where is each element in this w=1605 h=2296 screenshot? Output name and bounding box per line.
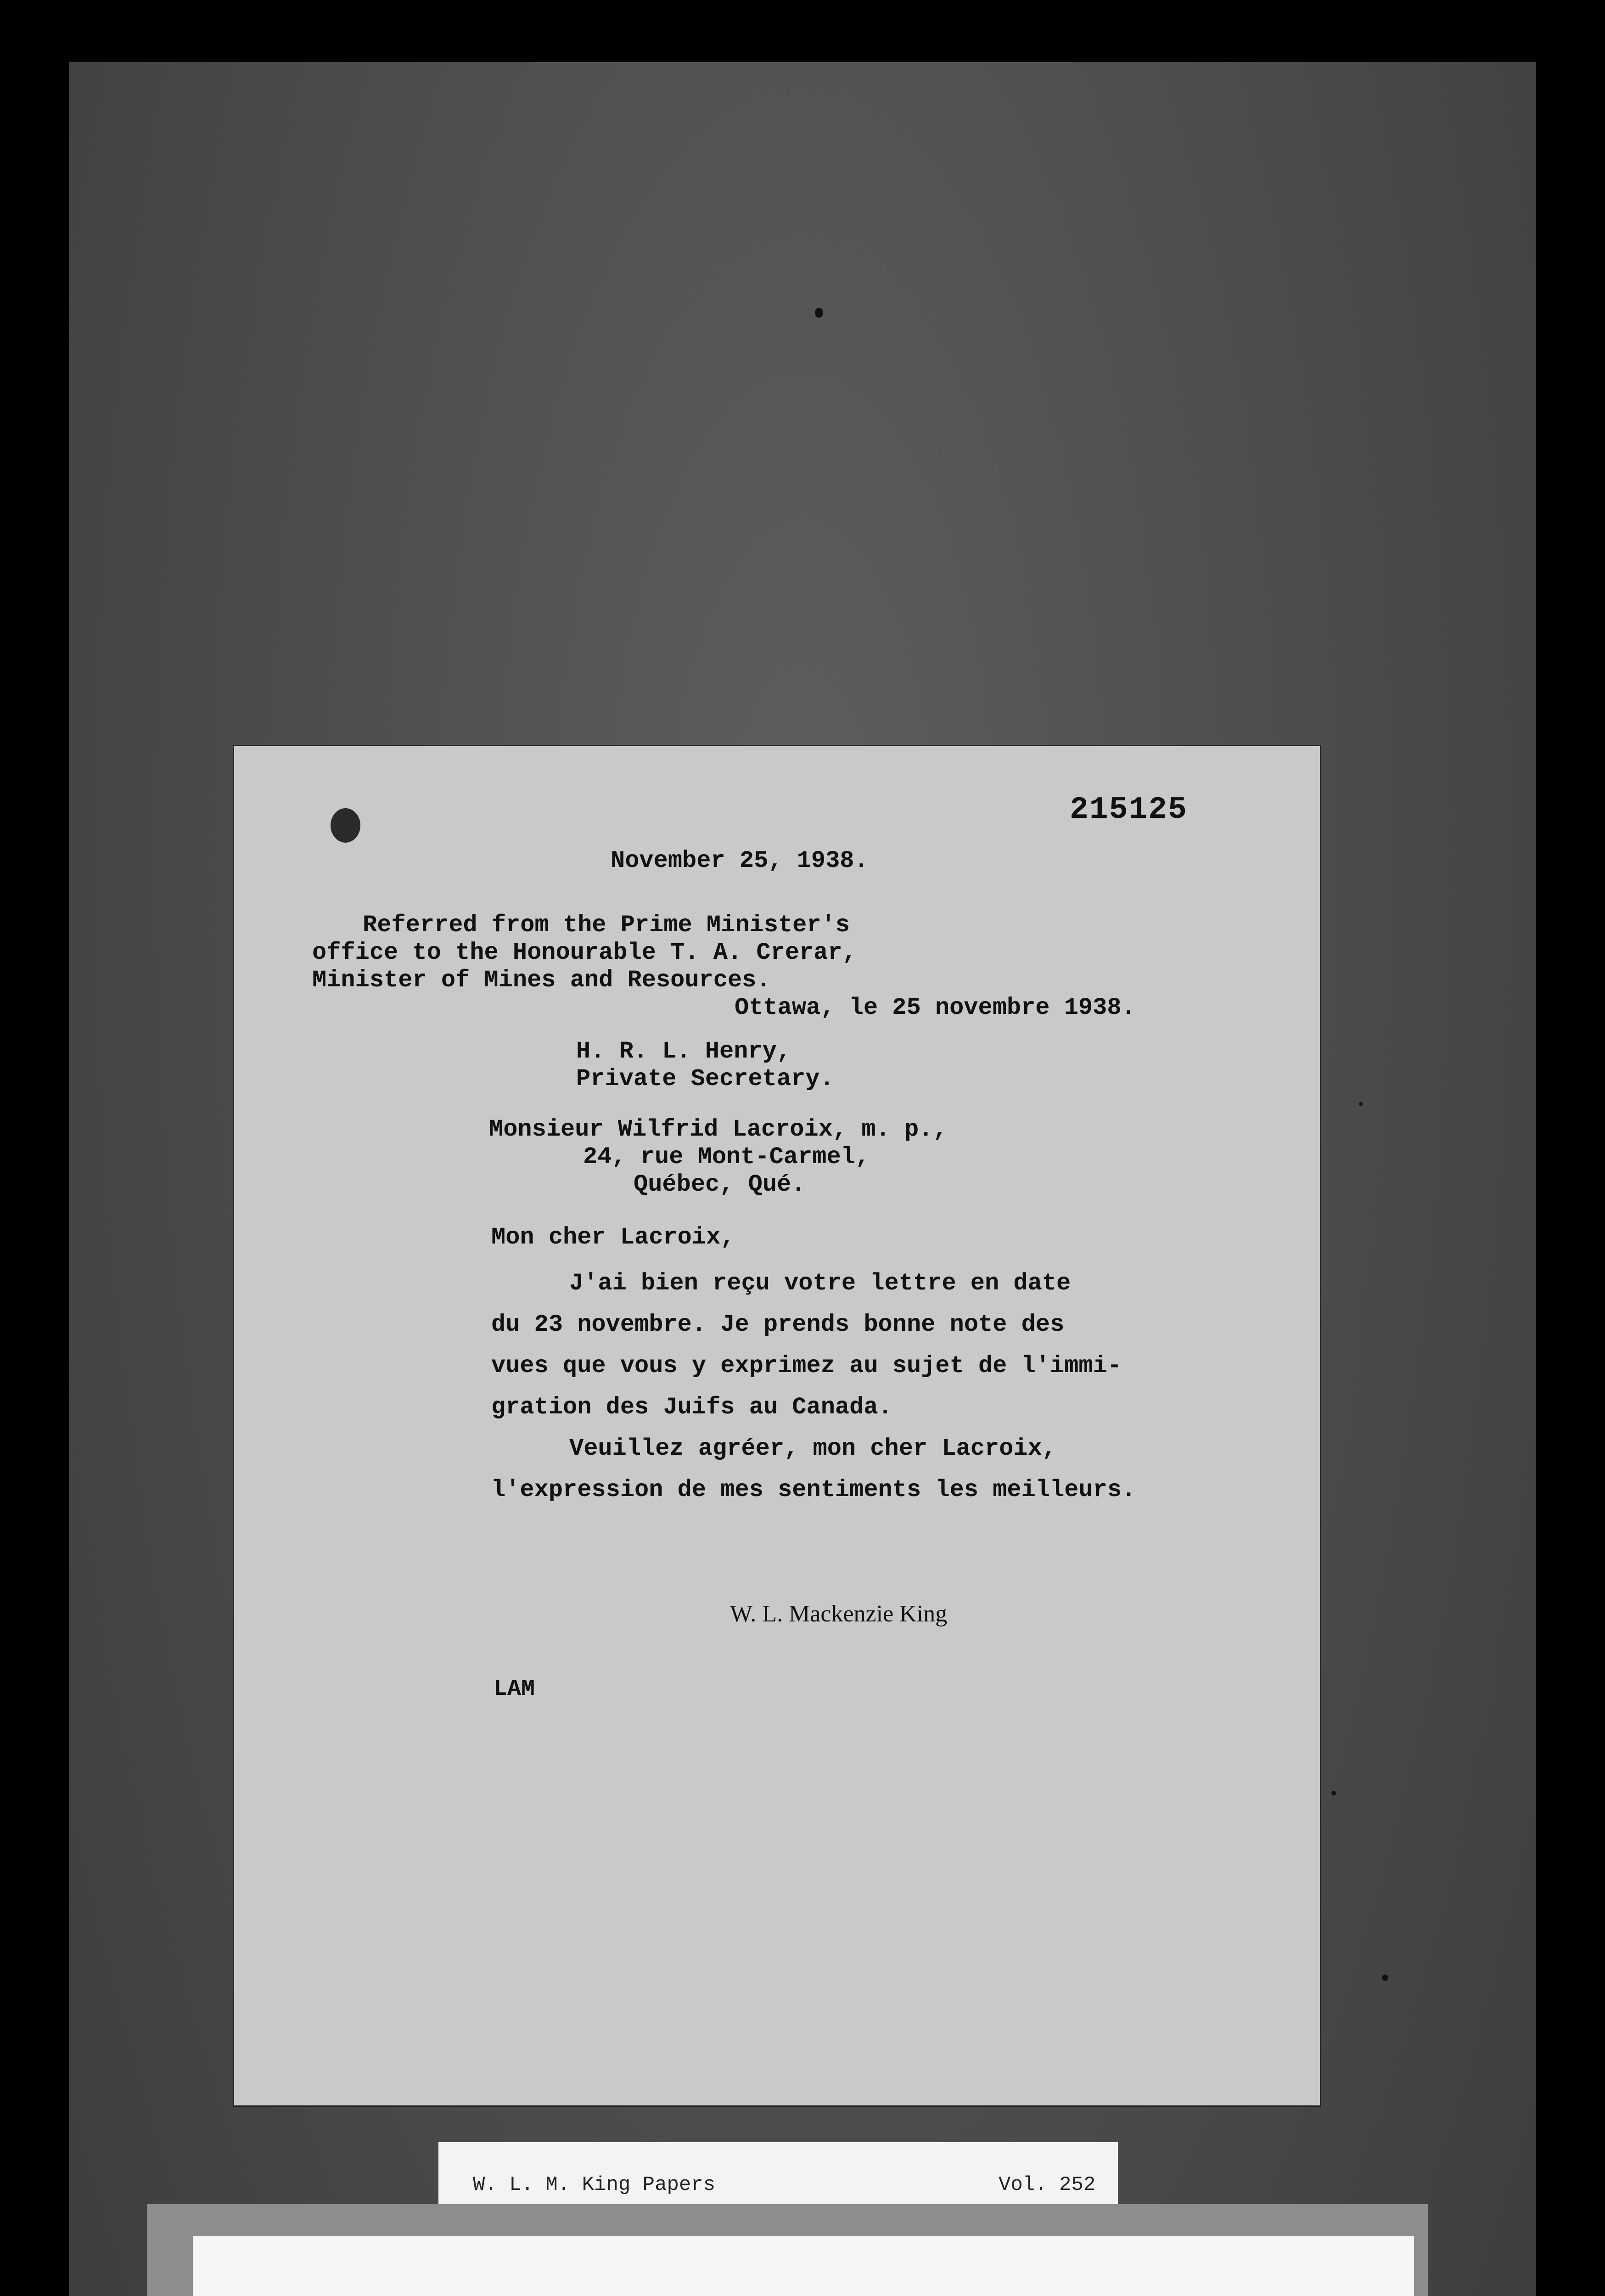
date-line: November 25, 1938. [611,847,869,874]
salutation: Mon cher Lacroix, [491,1224,735,1251]
film-speck [1359,1102,1363,1106]
referral-line: office to the Honourable T. A. Crerar, [312,939,857,966]
letter-page [234,746,1320,2105]
referral-line: Minister of Mines and Resources. [312,967,771,994]
secretary-title: Private Secretary. [576,1065,834,1092]
volume-number: Vol. 252 [999,2173,1096,2196]
referral-line: Referred from the Prime Minister's [363,912,850,939]
place-date: Ottawa, le 25 novembre 1938. [735,994,1136,1021]
body-line: gration des Juifs au Canada. [491,1394,892,1421]
typist-initials: LAM [494,1676,535,1702]
body-line: vues que vous y exprimez au sujet de l'immi- [491,1352,1122,1379]
film-speck [1382,1975,1388,1981]
film-speck [1331,1791,1336,1795]
signature: W. L. Mackenzie King [730,1601,948,1627]
punch-hole [331,808,360,843]
document-number: 215125 [1070,792,1188,827]
archives-stamp [193,2236,1414,2296]
film-speck [815,308,823,318]
body-line: J'ai bien reçu votre lettre en date [569,1270,1071,1297]
body-line: du 23 novembre. Je prends bonne note des [491,1311,1065,1338]
body-line: Veuillez agréer, mon cher Lacroix, [569,1435,1056,1462]
recipient-line: Monsieur Wilfrid Lacroix, m. p., [489,1116,948,1143]
recipient-line: Québec, Qué. [634,1171,806,1198]
recipient-line: 24, rue Mont-Carmel, [583,1143,870,1171]
secretary-name: H. R. L. Henry, [576,1038,791,1065]
collection-name: W. L. M. King Papers [473,2173,716,2196]
body-line: l'expression de mes sentiments les meilleurs. [491,1476,1136,1503]
